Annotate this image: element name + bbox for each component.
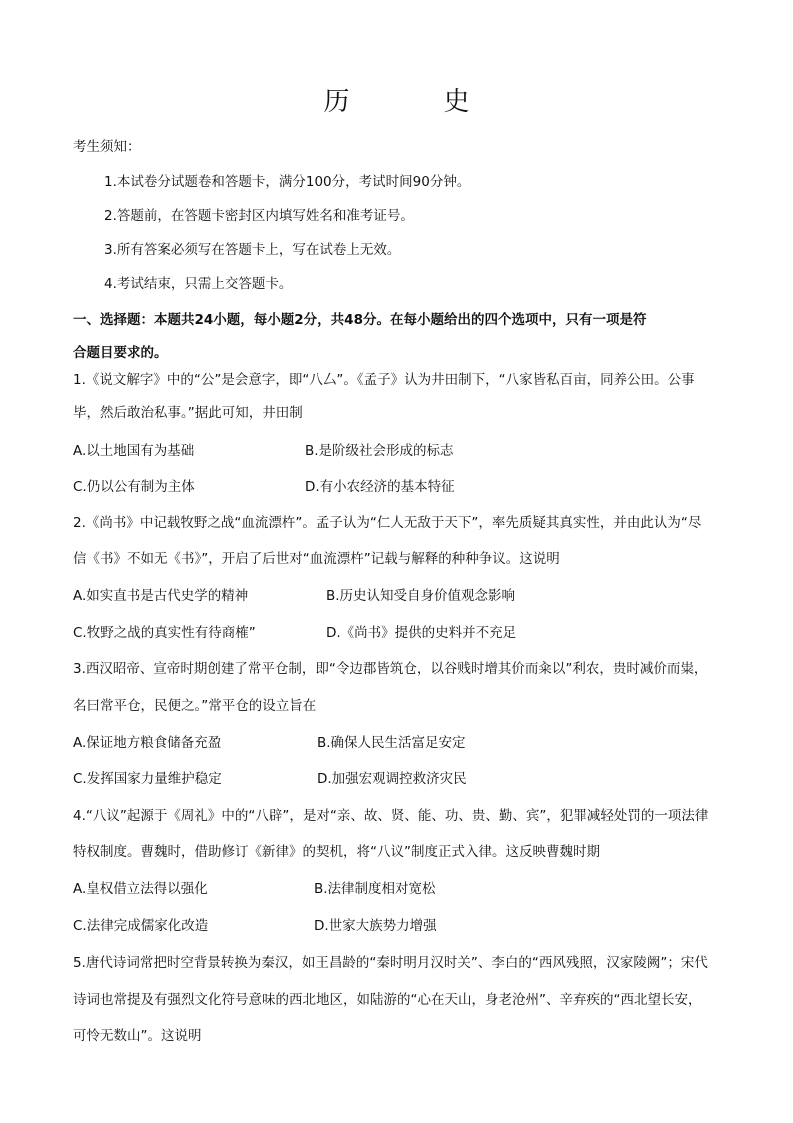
question-1-option-b: B.是阶级社会形成的标志	[305, 443, 454, 459]
notice-heading: 考生须知：	[73, 139, 141, 155]
question-3-option-d: D.加强宏观调控救济灾民	[317, 771, 467, 787]
question-5-stem: 诗词也常提及有强烈文化符号意味的西北地区，如陆游的“心在天山，身老沧州”、辛弃疾的“西北望长安，	[73, 992, 702, 1008]
notice-item: 4.考试结束，只需上交答题卡。	[104, 276, 293, 292]
notice-item: 2.答题前，在答题卡密封区内填写姓名和准考证号。	[104, 208, 414, 224]
question-3-option-b: B.确保人民生活富足安定	[317, 735, 466, 751]
question-1-option-d: D.有小农经济的基本特征	[305, 479, 455, 495]
question-4-option-b: B.法律制度相对宽松	[314, 881, 436, 897]
question-1-stem: 1.《说文解字》中的“公”是会意字，即“八厶”。《孟子》认为井田制下，“八家皆私百亩，同养公田。公事	[73, 372, 695, 388]
question-2-stem: 信《书》不如无《书》”，开启了后世对“血流漂杵”记载与解释的种种争议。这说明	[73, 551, 560, 567]
question-2-option-b: B.历史认知受自身价值观念影响	[326, 588, 516, 604]
question-4-stem: 特权制度。曹魏时，借助修订《新律》的契机，将“八议”制度正式入律。这反映曹魏时期	[73, 844, 600, 860]
question-4-option-d: D.世家大族势力增强	[314, 918, 437, 934]
page-title: 历 史	[323, 87, 504, 117]
question-3-option-c: C.发挥国家力量维护稳定	[73, 771, 222, 787]
question-2-option-a: A.如实直书是古代史学的精神	[73, 588, 249, 604]
notice-item: 3.所有答案必须写在答题卡上，写在试卷上无效。	[104, 242, 401, 258]
question-1-option-a: A.以土地国有为基础	[73, 443, 195, 459]
question-3-option-a: A.保证地方粮食储备充盈	[73, 735, 222, 751]
question-4-option-c: C.法律完成儒家化改造	[73, 918, 209, 934]
question-5-stem: 5.唐代诗词常把时空背景转换为秦汉，如王昌龄的“秦时明月汉时关”、李白的“西风残照，汉家陵阙”；宋代	[73, 955, 708, 971]
question-1-option-c: C.仍以公有制为主体	[73, 479, 195, 495]
section-heading: 一、选择题：本题共24小题，每小题2分，共48分。在每小题给出的四个选项中，只有一项是符	[73, 312, 647, 328]
question-2-option-d: D.《尚书》提供的史料并不充足	[326, 625, 517, 641]
question-2-stem: 2.《尚书》中记载牧野之战“血流漂杵”。孟子认为“仁人无敌于天下”，率先质疑其真实性，并由此认为“尽	[73, 515, 702, 531]
section-heading-cont: 合题目要求的。	[73, 345, 168, 361]
question-4-stem: 4.“八议”起源于《周礼》中的“八辟”，是对“亲、故、贤、能、功、贵、勤、宾”，犯罪减轻处罚的一项法律	[73, 808, 709, 824]
question-3-stem: 3.西汉昭帝、宣帝时期创建了常平仓制，即“令边郡皆筑仓，以谷贱时增其价而籴以”利农，贵时减价而粜，	[73, 661, 708, 677]
question-2-option-c: C.牧野之战的真实性有待商榷”	[73, 625, 256, 641]
question-3-stem: 名曰常平仓，民便之。”常平仓的设立旨在	[73, 698, 317, 714]
question-4-option-a: A.皇权借立法得以强化	[73, 881, 208, 897]
notice-item: 1.本试卷分试题卷和答题卡，满分100分，考试时间90分钟。	[104, 174, 471, 190]
question-1-stem: 毕，然后敢治私事。”据此可知，井田制	[73, 405, 303, 421]
question-5-stem: 可怜无数山”。这说明	[73, 1028, 202, 1044]
